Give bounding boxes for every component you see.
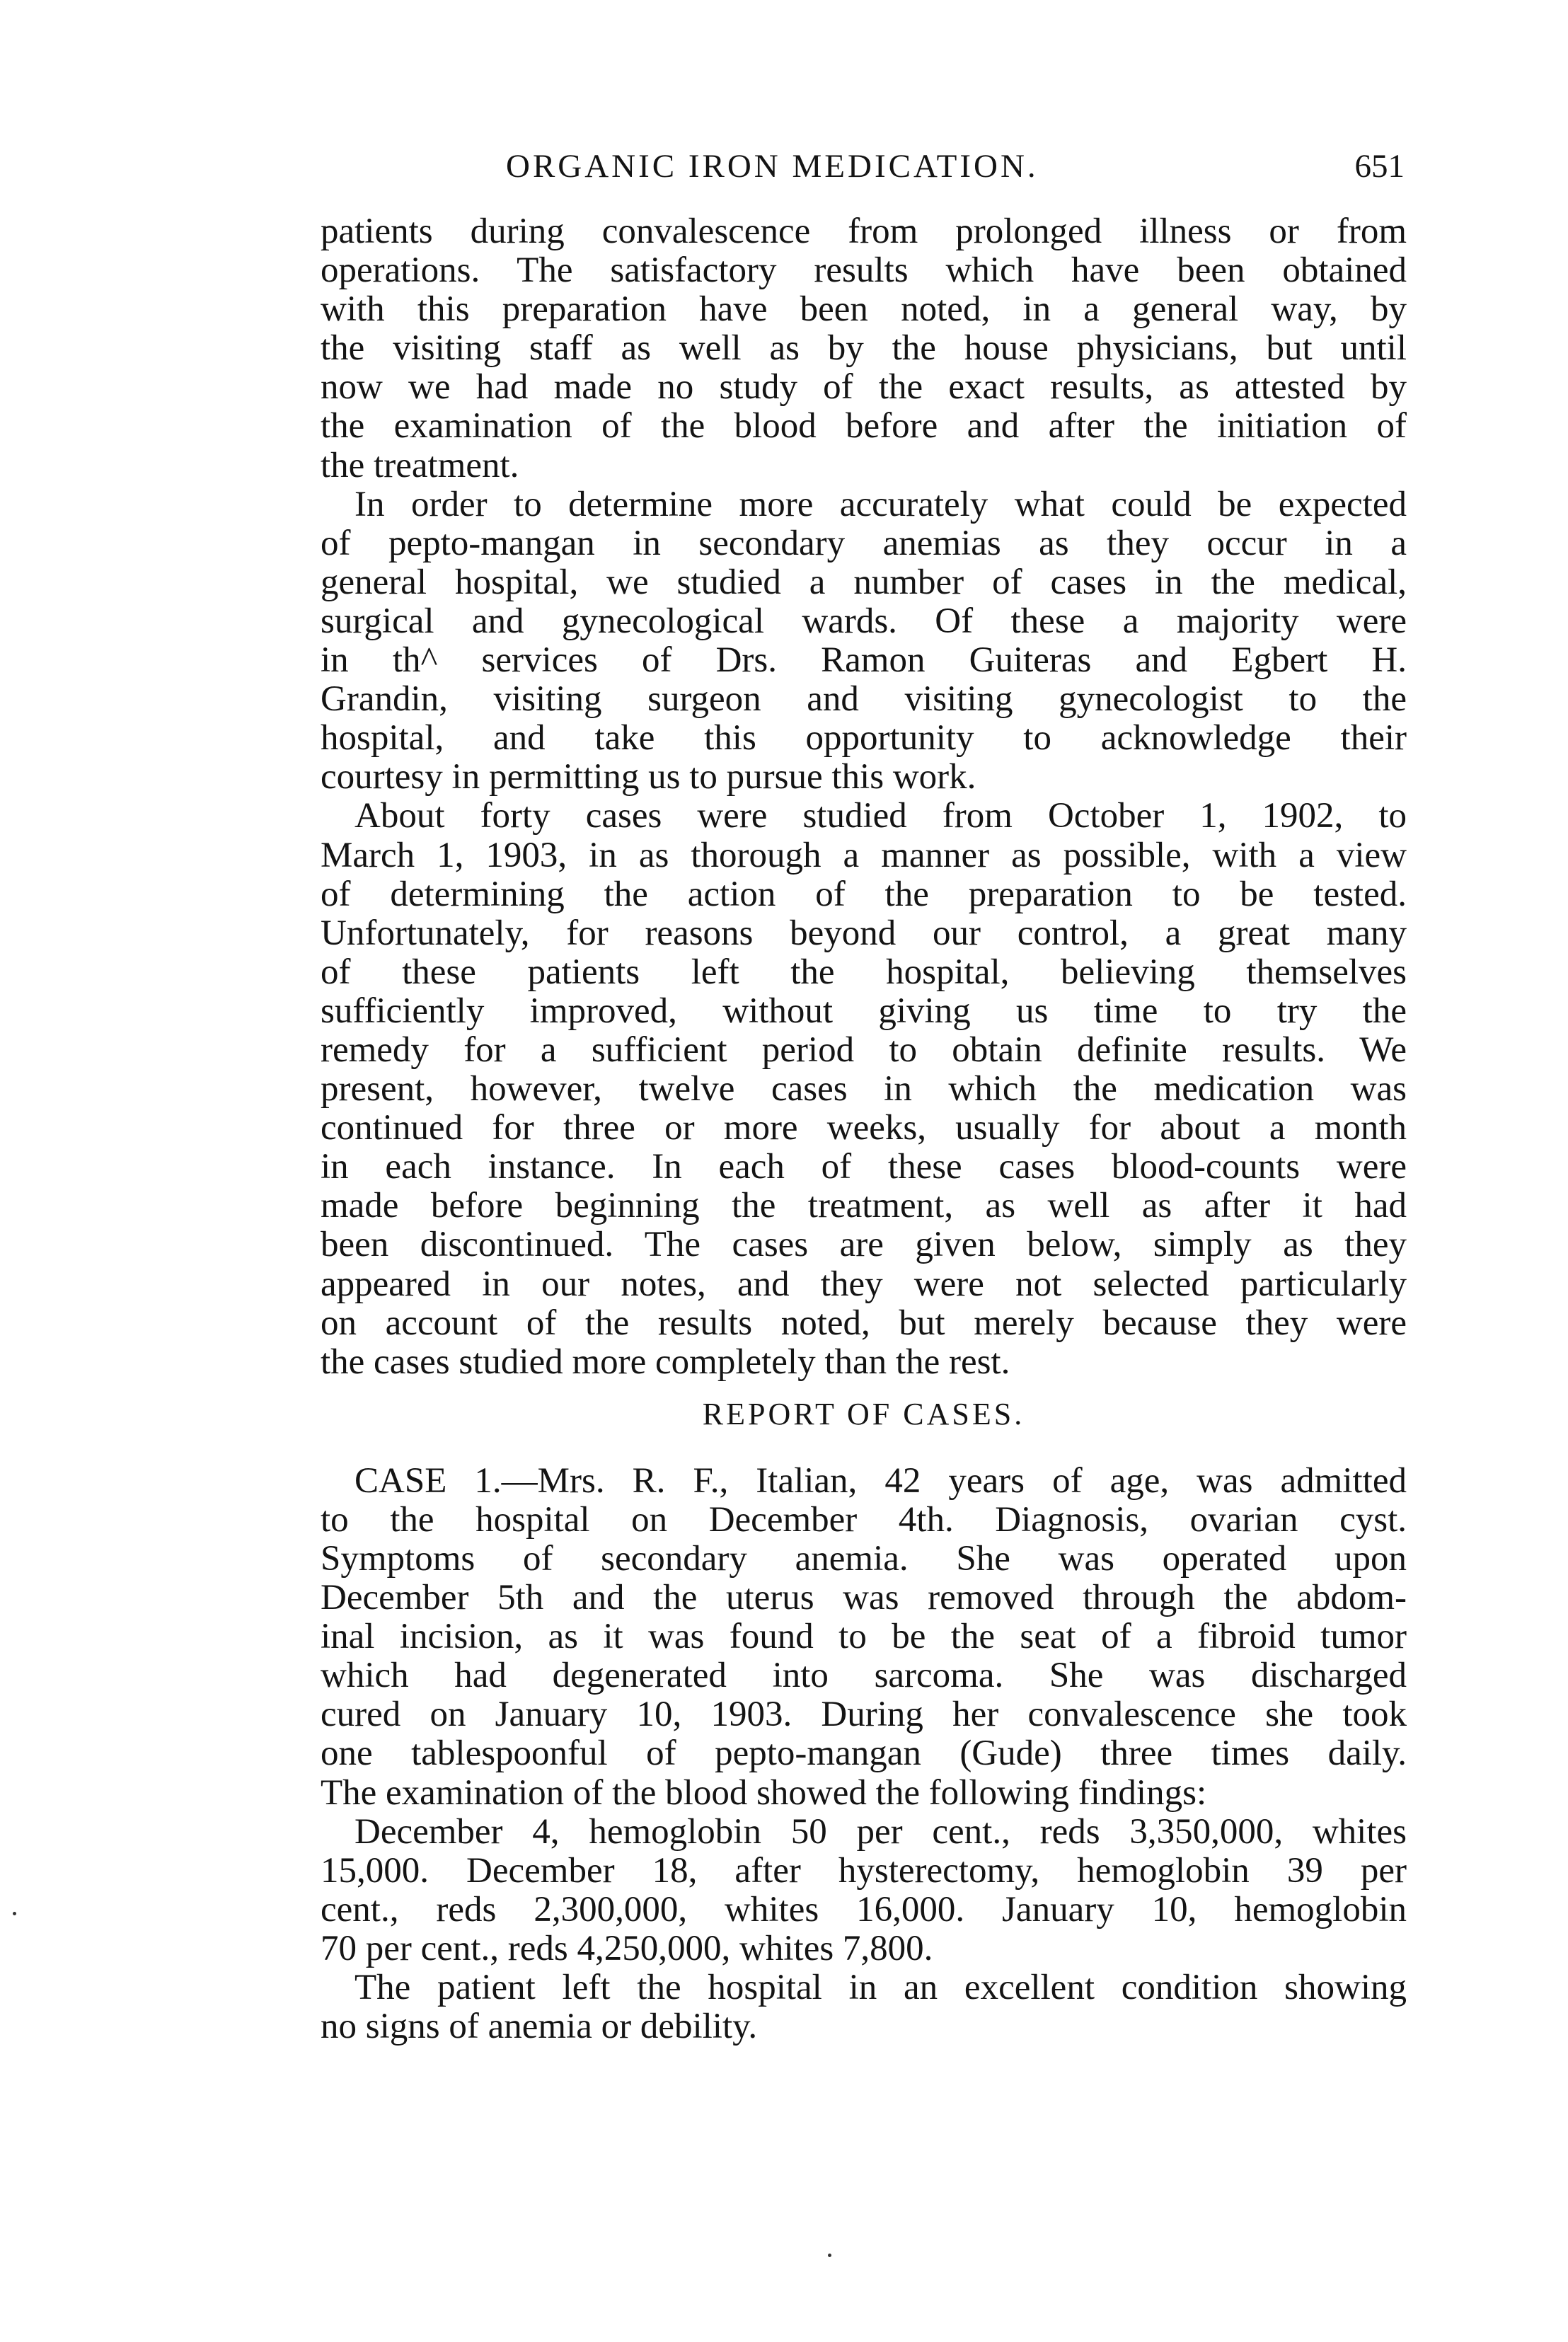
text-line: Grandin, visiting surgeon and visiting gynecologist to the bbox=[321, 679, 1407, 720]
text-line: The patient left the hospital in an excellent condition showing bbox=[354, 1968, 1407, 2008]
text-line: one tablespoonful of pepto-mangan (Gude) three times daily. bbox=[321, 1734, 1407, 1774]
text-line: appeared in our notes, and they were not selected particularly bbox=[321, 1264, 1407, 1304]
text-line: hospital, and take this opportunity to acknowledge their bbox=[321, 718, 1407, 758]
text-line: About forty cases were studied from October 1, 1902, to bbox=[354, 796, 1407, 836]
text-line: courtesy in permitting us to pursue this work. bbox=[321, 757, 976, 797]
text-line: which had degenerated into sarcoma. She was discharged bbox=[321, 1656, 1407, 1696]
text-line: of determining the action of the preparation to be tested. bbox=[321, 874, 1407, 914]
text-line: March 1, 1903, in as thorough a manner as possible, with a view bbox=[321, 835, 1407, 875]
page-header bbox=[322, 145, 1405, 188]
text-line: with this preparation have been noted, in a general way, by bbox=[321, 289, 1407, 330]
text-line: no signs of anemia or debility. bbox=[321, 2007, 758, 2047]
outcome-paragraph bbox=[321, 1968, 1407, 2046]
running-title: ORGANIC IRON MEDICATION. bbox=[506, 148, 1039, 185]
text-line: the treatment. bbox=[321, 445, 519, 485]
paragraph bbox=[321, 485, 1407, 797]
text-line: cent., reds 2,300,000, whites 16,000. January 10, hemoglobin bbox=[321, 1889, 1407, 1929]
text-line: of pepto-mangan in secondary anemias as they occur in a bbox=[321, 523, 1407, 563]
text-line: surgical and gynecological wards. Of these a majority were bbox=[321, 601, 1407, 641]
text-line: CASE 1.—Mrs. R. F., Italian, 42 years of age, was admitted bbox=[354, 1460, 1407, 1501]
text-line: inal incision, as it was found to be the seat of a fibroid tumor bbox=[321, 1617, 1407, 1657]
paragraph bbox=[321, 212, 1407, 485]
text-line: been discontinued. The cases are given below, simply as they bbox=[321, 1225, 1407, 1265]
text-line: remedy for a sufficient period to obtain definite results. We bbox=[321, 1029, 1407, 1070]
text-line: the examination of the blood before and after the initiation of bbox=[321, 406, 1407, 446]
text-line: 15,000. December 18, after hysterectomy, hemoglobin 39 per bbox=[321, 1850, 1407, 1891]
text-line: in th^ services of Drs. Ramon Guiteras and Egbert H. bbox=[321, 640, 1407, 681]
text-line: made before beginning the treatment, as well as after it had bbox=[321, 1186, 1407, 1226]
text-line: continued for three or more weeks, usually for about a month bbox=[321, 1108, 1407, 1148]
text-line: now we had made no study of the exact results, as attested by bbox=[321, 367, 1407, 408]
text-line: of these patients left the hospital, believing themselves bbox=[321, 952, 1407, 992]
text-line: the cases studied more completely than the rest. bbox=[321, 1342, 1010, 1382]
text-line: December 4, hemoglobin 50 per cent., reds 3,350,000, whites bbox=[354, 1811, 1407, 1852]
text-line: patients during convalescence from prolonged illness or from bbox=[321, 212, 1407, 251]
section-heading: REPORT OF CASES. bbox=[702, 1396, 1025, 1431]
text-line: the visiting staff as well as by the house physicians, but until bbox=[321, 328, 1407, 369]
text-line: Symptoms of secondary anemia. She was operated upon bbox=[321, 1539, 1407, 1579]
text-line: general hospital, we studied a number of cases in the medical, bbox=[321, 562, 1407, 602]
body-text bbox=[321, 212, 1407, 2046]
text-line: cured on January 10, 1903. During her convalescence she took bbox=[321, 1695, 1407, 1735]
text-line: The examination of the blood showed the following findings: bbox=[321, 1772, 1207, 1813]
page-number: 651 bbox=[1354, 148, 1405, 185]
text-line: in each instance. In each of these cases blood-counts were bbox=[321, 1147, 1407, 1187]
text-line: operations. The satisfactory results which have been obtained bbox=[321, 250, 1407, 291]
text-line: present, however, twelve cases in which the medication was bbox=[321, 1069, 1407, 1109]
print-speck bbox=[13, 1912, 16, 1915]
text-line: on account of the results noted, but merely because they were bbox=[321, 1303, 1407, 1343]
text-line: December 5th and the uterus was removed through the abdom- bbox=[321, 1578, 1407, 1618]
text-line: In order to determine more accurately what could be expected bbox=[354, 484, 1407, 524]
print-speck bbox=[828, 2254, 831, 2257]
paragraph bbox=[321, 797, 1407, 1381]
case-paragraph bbox=[321, 1462, 1407, 1813]
blood-findings-paragraph bbox=[321, 1813, 1407, 1968]
text-line: sufficiently improved, without giving us time to try the bbox=[321, 991, 1407, 1031]
text-line: 70 per cent., reds 4,250,000, whites 7,800. bbox=[321, 1928, 933, 1968]
text-line: Unfortunately, for reasons beyond our control, a great many bbox=[321, 913, 1407, 953]
text-line: to the hospital on December 4th. Diagnosis, ovarian cyst. bbox=[321, 1499, 1407, 1540]
